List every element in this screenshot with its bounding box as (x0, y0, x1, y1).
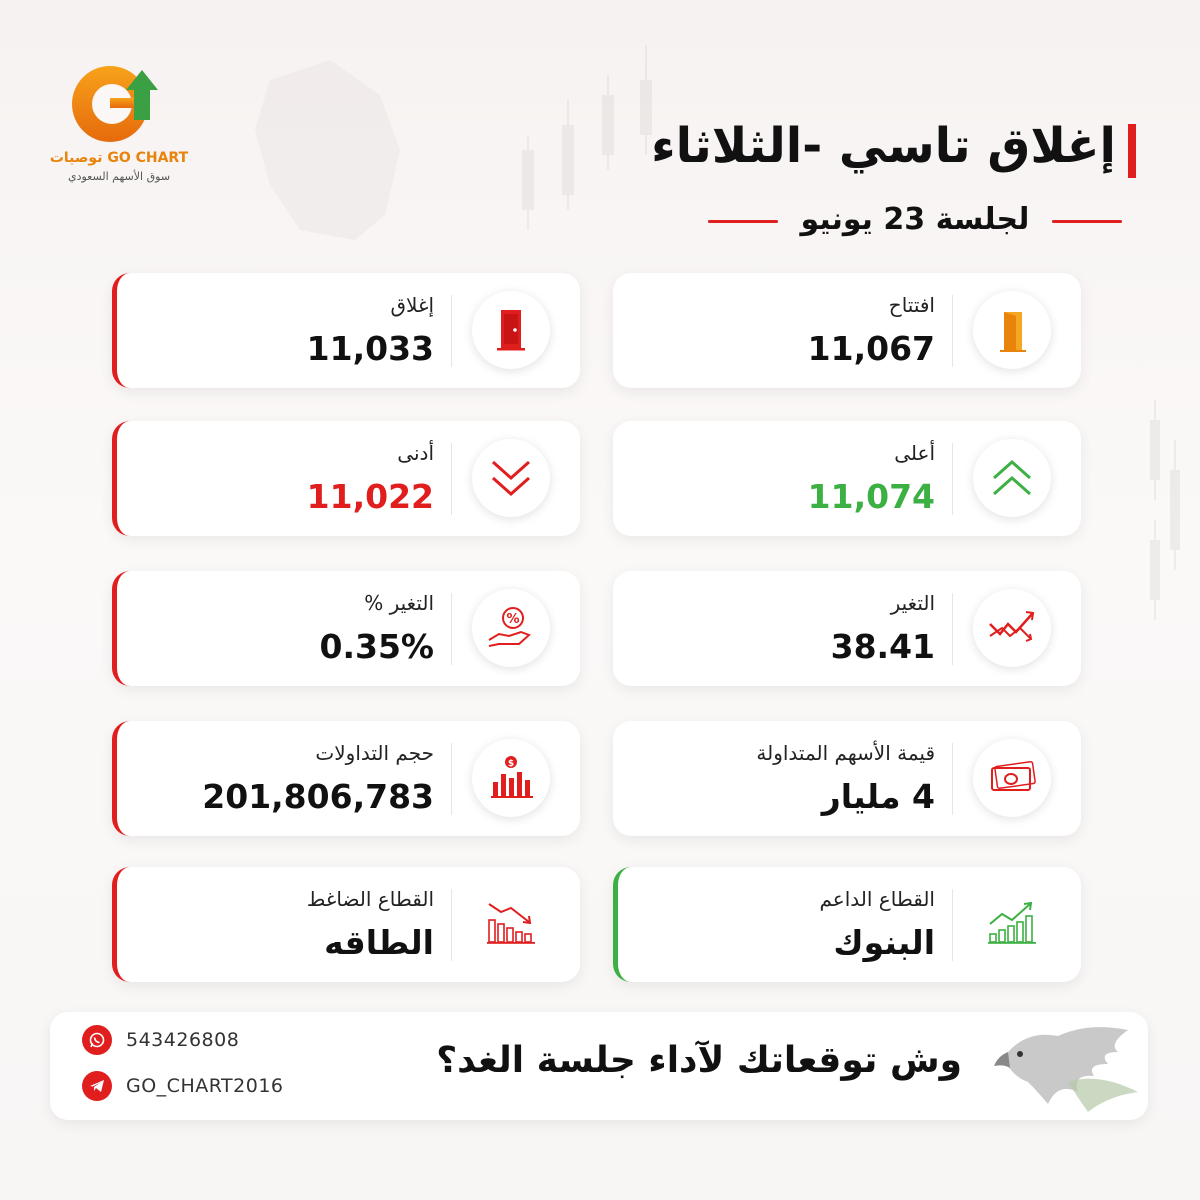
card-label: إغلاق (390, 293, 434, 317)
brand-tagline: سوق الأسهم السعودي (67, 170, 171, 183)
brand-name-en: GO CHART (107, 150, 189, 166)
card-separator (451, 889, 452, 961)
card-volume (112, 721, 580, 836)
card-separator (451, 743, 452, 815)
page-title: إغلاق تاسي -الثلاثاء (651, 118, 1116, 174)
subtitle-block (700, 196, 1130, 256)
brand-name-ar: توصيات (49, 150, 103, 166)
card-separator (952, 889, 953, 961)
door-open-icon (973, 291, 1051, 369)
card-close (112, 273, 580, 388)
trend-chart-icon (973, 589, 1051, 667)
card-value: 11,022 (306, 477, 434, 516)
subtitle-dash-right (1052, 220, 1122, 223)
card-value: 201,806,783 (202, 777, 434, 816)
svg-text:%: % (506, 612, 520, 627)
card-high (613, 421, 1081, 536)
telegram-contact[interactable] (82, 1070, 284, 1102)
card-separator (451, 593, 452, 665)
card-value: 0.35% (319, 627, 434, 666)
card-label: القطاع الداعم (819, 887, 935, 911)
percent-hand-icon (472, 589, 550, 667)
card-open (613, 273, 1081, 388)
card-support-sector (613, 867, 1081, 982)
card-label: التغير % (364, 591, 434, 615)
card-label: افتتاح (888, 293, 935, 317)
logo-mark-icon (64, 50, 174, 150)
card-separator (952, 443, 953, 515)
card-label: التغير (890, 591, 935, 615)
footer-question: وش توقعاتك لآداء جلسة الغد؟ (436, 1040, 962, 1081)
card-separator (952, 295, 953, 367)
card-traded-value (613, 721, 1081, 836)
telegram-icon (82, 1071, 112, 1101)
whatsapp-contact[interactable] (82, 1024, 239, 1056)
title-accent-bar (1128, 124, 1136, 178)
card-separator (451, 295, 452, 367)
bars-down-icon (472, 885, 550, 963)
telegram-handle: GO_CHART2016 (126, 1075, 284, 1097)
chevrons-up-icon (973, 439, 1051, 517)
bars-up-icon (973, 885, 1051, 963)
card-change-pct (112, 571, 580, 686)
card-separator (451, 443, 452, 515)
chevrons-down-icon (472, 439, 550, 517)
card-separator (952, 593, 953, 665)
card-label: قيمة الأسهم المتداولة (756, 741, 935, 765)
card-value: 4 مليار (821, 777, 935, 816)
card-label: أعلى (894, 441, 935, 465)
card-low (112, 421, 580, 536)
svg-text:$: $ (507, 759, 515, 769)
door-closed-icon (472, 291, 550, 369)
footer-panel (50, 1012, 1148, 1120)
card-label: حجم التداولات (315, 741, 434, 765)
eagle-icon (968, 1012, 1148, 1120)
whatsapp-icon (82, 1025, 112, 1055)
card-label: أدنى (397, 441, 434, 465)
card-pressure-sector (112, 867, 580, 982)
dollar-bars-icon (472, 739, 550, 817)
card-value: 11,067 (807, 329, 935, 368)
brand-logo (44, 50, 194, 190)
card-value: 11,033 (306, 329, 434, 368)
card-value: 11,074 (807, 477, 935, 516)
card-label: القطاع الضاغط (306, 887, 434, 911)
whatsapp-number: 543426808 (126, 1029, 240, 1051)
money-icon (973, 739, 1051, 817)
card-value: الطاقه (324, 923, 434, 962)
card-value: 38.41 (830, 627, 935, 666)
card-value: البنوك (833, 923, 935, 962)
page-subtitle: لجلسة 23 يونيو (800, 202, 1030, 237)
card-change (613, 571, 1081, 686)
card-separator (952, 743, 953, 815)
brand-name (44, 150, 194, 166)
